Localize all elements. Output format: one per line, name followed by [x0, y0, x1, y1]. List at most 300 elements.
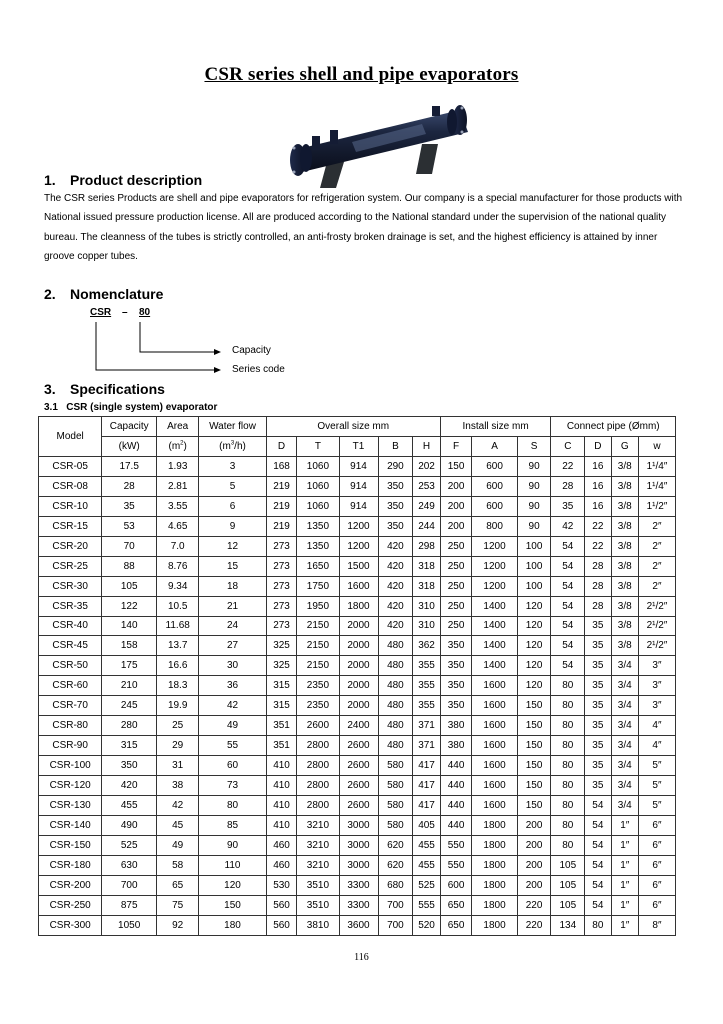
table-cell: 3510 — [297, 895, 339, 915]
table-cell: 6″ — [638, 895, 675, 915]
header-S: S — [517, 437, 551, 457]
table-cell: 3210 — [297, 855, 339, 875]
table-row — [39, 536, 676, 556]
table-cell: 460 — [266, 855, 297, 875]
table-cell: 110 — [199, 855, 266, 875]
model-cell: CSR-180 — [39, 855, 102, 875]
table-cell: 3210 — [297, 815, 339, 835]
table-cell: 8.76 — [157, 556, 199, 576]
table-cell: 53 — [102, 516, 157, 536]
header-connect-pipe: Connect pipe (Ømm) — [551, 417, 676, 437]
table-cell: 80 — [551, 756, 585, 776]
table-cell: 2150 — [297, 656, 339, 676]
table-cell: 2600 — [339, 756, 378, 776]
table-cell: 3/4 — [611, 736, 638, 756]
table-cell: 22 — [585, 536, 611, 556]
header-model: Model — [39, 417, 102, 457]
model-cell: CSR-140 — [39, 815, 102, 835]
table-cell: 371 — [413, 716, 440, 736]
table-cell: 54 — [551, 596, 585, 616]
table-cell: 4″ — [638, 716, 675, 736]
table-cell: 3/8 — [611, 496, 638, 516]
table-cell: 362 — [413, 636, 440, 656]
table-row — [39, 596, 676, 616]
table-cell: 9.34 — [157, 576, 199, 596]
table-cell: 550 — [440, 835, 472, 855]
table-cell: 200 — [517, 815, 551, 835]
table-cell: 7.0 — [157, 536, 199, 556]
table-cell: 42 — [199, 696, 266, 716]
table-cell: 120 — [517, 676, 551, 696]
table-cell: 245 — [102, 696, 157, 716]
table-cell: 54 — [585, 875, 611, 895]
table-cell: 120 — [199, 875, 266, 895]
table-cell: 3/8 — [611, 636, 638, 656]
table-row — [39, 696, 676, 716]
table-cell: 2000 — [339, 636, 378, 656]
table-cell: 350 — [440, 696, 472, 716]
table-cell: 219 — [266, 476, 297, 496]
table-cell: 3300 — [339, 895, 378, 915]
table-cell: 2″ — [638, 516, 675, 536]
table-cell: 3″ — [638, 676, 675, 696]
table-cell: 35 — [585, 636, 611, 656]
table-cell: 417 — [413, 795, 440, 815]
table-cell: 38 — [157, 776, 199, 796]
table-cell: 2800 — [297, 756, 339, 776]
table-cell: 680 — [378, 875, 413, 895]
table-cell: 298 — [413, 536, 440, 556]
header-A: A — [472, 437, 517, 457]
table-cell: 490 — [102, 815, 157, 835]
table-cell: 120 — [517, 656, 551, 676]
table-cell: 80 — [551, 776, 585, 796]
table-cell: 420 — [102, 776, 157, 796]
table-cell: 580 — [378, 756, 413, 776]
table-cell: 35 — [585, 676, 611, 696]
table-cell: 310 — [413, 616, 440, 636]
table-cell: 351 — [266, 736, 297, 756]
table-cell: 1650 — [297, 556, 339, 576]
table-cell: 350 — [102, 756, 157, 776]
table-cell: 22 — [585, 516, 611, 536]
table-cell: 2350 — [297, 696, 339, 716]
table-cell: 3/8 — [611, 476, 638, 496]
table-cell: 92 — [157, 915, 199, 935]
table-cell: 875 — [102, 895, 157, 915]
table-cell: 1600 — [472, 795, 517, 815]
table-cell: 150 — [517, 736, 551, 756]
table-cell: 1600 — [472, 776, 517, 796]
table-cell: 1400 — [472, 616, 517, 636]
nomenclature-series-code: CSR — [90, 307, 112, 318]
table-cell: 455 — [102, 795, 157, 815]
model-cell: CSR-120 — [39, 776, 102, 796]
table-cell: 17.5 — [102, 457, 157, 477]
table-cell: 1″ — [611, 875, 638, 895]
table-cell: 700 — [102, 875, 157, 895]
model-cell: CSR-50 — [39, 656, 102, 676]
table-cell: 28 — [551, 476, 585, 496]
table-cell: 650 — [440, 895, 472, 915]
table-cell: 1060 — [297, 457, 339, 477]
table-cell: 650 — [440, 915, 472, 935]
table-row — [39, 496, 676, 516]
header-H: H — [413, 437, 440, 457]
table-cell: 200 — [517, 855, 551, 875]
table-cell: 28 — [102, 476, 157, 496]
table-cell: 3210 — [297, 835, 339, 855]
table-cell: 2600 — [339, 776, 378, 796]
table-cell: 49 — [199, 716, 266, 736]
table-cell: 580 — [378, 815, 413, 835]
table-cell: 3000 — [339, 835, 378, 855]
table-cell: 10.5 — [157, 596, 199, 616]
table-cell: 1800 — [472, 915, 517, 935]
specifications-table-body — [39, 457, 676, 936]
table-cell: 1600 — [472, 736, 517, 756]
table-cell: 700 — [378, 895, 413, 915]
table-cell: 1060 — [297, 496, 339, 516]
table-cell: 28 — [585, 556, 611, 576]
table-cell: 420 — [378, 556, 413, 576]
model-cell: CSR-40 — [39, 616, 102, 636]
table-cell: 3510 — [297, 875, 339, 895]
table-cell: 35 — [102, 496, 157, 516]
table-cell: 914 — [339, 457, 378, 477]
table-row — [39, 576, 676, 596]
table-cell: 417 — [413, 776, 440, 796]
table-cell: 525 — [413, 875, 440, 895]
model-cell: CSR-80 — [39, 716, 102, 736]
table-cell: 1¹/4″ — [638, 457, 675, 477]
table-cell: 1¹/4″ — [638, 476, 675, 496]
table-cell: 105 — [102, 576, 157, 596]
table-cell: 350 — [378, 496, 413, 516]
table-cell: 2800 — [297, 795, 339, 815]
table-cell: 158 — [102, 636, 157, 656]
table-cell: 1350 — [297, 536, 339, 556]
table-cell: 21 — [199, 596, 266, 616]
table-cell: 318 — [413, 576, 440, 596]
table-cell: 3″ — [638, 656, 675, 676]
table-cell: 420 — [378, 576, 413, 596]
table-cell: 410 — [266, 795, 297, 815]
model-cell: CSR-15 — [39, 516, 102, 536]
nomenclature-capacity-code: 80 — [139, 307, 151, 318]
table-cell: 310 — [413, 596, 440, 616]
table-cell: 2¹/2″ — [638, 616, 675, 636]
table-cell: 3″ — [638, 696, 675, 716]
model-cell: CSR-70 — [39, 696, 102, 716]
table-cell: 1800 — [339, 596, 378, 616]
table-cell: 315 — [266, 676, 297, 696]
table-cell: 8″ — [638, 915, 675, 935]
table-cell: 420 — [378, 596, 413, 616]
table-row — [39, 656, 676, 676]
section-heading-specifications: 3. Specifications — [44, 381, 165, 397]
table-row — [39, 776, 676, 796]
table-cell: 620 — [378, 855, 413, 875]
model-cell: CSR-150 — [39, 835, 102, 855]
table-cell: 2150 — [297, 636, 339, 656]
table-row — [39, 736, 676, 756]
table-cell: 380 — [440, 716, 472, 736]
table-cell: 3000 — [339, 855, 378, 875]
header-G: G — [611, 437, 638, 457]
table-cell: 13.7 — [157, 636, 199, 656]
table-cell: 2600 — [339, 736, 378, 756]
table-cell: 54 — [585, 815, 611, 835]
table-cell: 1750 — [297, 576, 339, 596]
table-cell: 150 — [517, 776, 551, 796]
table-cell: 350 — [440, 656, 472, 676]
table-cell: 75 — [157, 895, 199, 915]
table-cell: 35 — [585, 736, 611, 756]
table-cell: 1800 — [472, 835, 517, 855]
table-cell: 555 — [413, 895, 440, 915]
table-cell: 24 — [199, 616, 266, 636]
table-cell: 253 — [413, 476, 440, 496]
table-cell: 290 — [378, 457, 413, 477]
table-cell: 800 — [472, 516, 517, 536]
table-cell: 1200 — [339, 516, 378, 536]
table-cell: 2¹/2″ — [638, 636, 675, 656]
table-row — [39, 516, 676, 536]
header-D-pipe: D — [585, 437, 611, 457]
table-cell: 600 — [472, 476, 517, 496]
model-cell: CSR-60 — [39, 676, 102, 696]
table-cell: 5″ — [638, 776, 675, 796]
table-cell: 18.3 — [157, 676, 199, 696]
table-cell: 100 — [517, 536, 551, 556]
table-cell: 1600 — [472, 756, 517, 776]
table-cell: 220 — [517, 915, 551, 935]
table-cell: 1″ — [611, 835, 638, 855]
table-cell: 2350 — [297, 676, 339, 696]
table-cell: 1400 — [472, 636, 517, 656]
table-cell: 1200 — [472, 536, 517, 556]
table-cell: 25 — [157, 716, 199, 736]
table-cell: 440 — [440, 815, 472, 835]
subsection-title: 3.1 CSR (single system) evaporator — [44, 402, 218, 413]
table-cell: 90 — [517, 476, 551, 496]
model-cell: CSR-30 — [39, 576, 102, 596]
table-cell: 35 — [585, 656, 611, 676]
table-cell: 1200 — [339, 536, 378, 556]
table-cell: 54 — [551, 536, 585, 556]
table-cell: 5″ — [638, 795, 675, 815]
table-cell: 325 — [266, 636, 297, 656]
table-cell: 35 — [585, 696, 611, 716]
table-cell: 54 — [585, 835, 611, 855]
table-cell: 150 — [517, 795, 551, 815]
page-title: CSR series shell and pipe evaporators — [204, 64, 519, 85]
table-cell: 273 — [266, 596, 297, 616]
table-cell: 1060 — [297, 476, 339, 496]
model-cell: CSR-08 — [39, 476, 102, 496]
table-cell: 22 — [551, 457, 585, 477]
table-cell: 219 — [266, 516, 297, 536]
table-cell: 36 — [199, 676, 266, 696]
table-row — [39, 895, 676, 915]
table-cell: 80 — [551, 716, 585, 736]
table-cell: 2000 — [339, 616, 378, 636]
table-cell: 45 — [157, 815, 199, 835]
table-cell: 35 — [585, 756, 611, 776]
table-cell: 168 — [266, 457, 297, 477]
table-row — [39, 457, 676, 477]
header-C: C — [551, 437, 585, 457]
table-cell: 1600 — [472, 716, 517, 736]
model-cell: CSR-130 — [39, 795, 102, 815]
table-row — [39, 556, 676, 576]
table-cell: 273 — [266, 576, 297, 596]
table-cell: 1200 — [472, 556, 517, 576]
table-cell: 100 — [517, 556, 551, 576]
table-cell: 250 — [440, 536, 472, 556]
table-cell: 140 — [102, 616, 157, 636]
table-cell: 318 — [413, 556, 440, 576]
table-cell: 1050 — [102, 915, 157, 935]
table-cell: 1600 — [472, 676, 517, 696]
header-area: Area — [157, 417, 199, 437]
table-row — [39, 636, 676, 656]
table-cell: 1600 — [339, 576, 378, 596]
table-cell: 120 — [517, 596, 551, 616]
table-cell: 350 — [440, 636, 472, 656]
table-row — [39, 815, 676, 835]
table-cell: 85 — [199, 815, 266, 835]
table-row — [39, 716, 676, 736]
table-cell: 49 — [157, 835, 199, 855]
table-cell: 4.65 — [157, 516, 199, 536]
table-cell: 480 — [378, 716, 413, 736]
header-water-flow: Water flow — [199, 417, 266, 437]
table-cell: 280 — [102, 716, 157, 736]
table-cell: 90 — [199, 835, 266, 855]
table-cell: 244 — [413, 516, 440, 536]
table-cell: 219 — [266, 496, 297, 516]
table-cell: 600 — [440, 875, 472, 895]
table-cell: 600 — [472, 457, 517, 477]
table-cell: 440 — [440, 776, 472, 796]
table-cell: 3/8 — [611, 516, 638, 536]
table-row — [39, 676, 676, 696]
table-cell: 3/8 — [611, 536, 638, 556]
table-row — [39, 855, 676, 875]
model-cell: CSR-25 — [39, 556, 102, 576]
table-cell: 325 — [266, 656, 297, 676]
table-cell: 1800 — [472, 895, 517, 915]
table-cell: 58 — [157, 855, 199, 875]
table-cell: 480 — [378, 636, 413, 656]
table-cell: 9 — [199, 516, 266, 536]
header-T1: T1 — [339, 437, 378, 457]
section-heading-nomenclature: 2. Nomenclature — [44, 286, 164, 302]
model-cell: CSR-20 — [39, 536, 102, 556]
table-cell: 200 — [440, 496, 472, 516]
table-cell: 355 — [413, 676, 440, 696]
table-cell: 1800 — [472, 855, 517, 875]
table-cell: 410 — [266, 776, 297, 796]
table-cell: 3/4 — [611, 716, 638, 736]
model-cell: CSR-300 — [39, 915, 102, 935]
table-cell: 417 — [413, 756, 440, 776]
table-cell: 3600 — [339, 915, 378, 935]
table-cell: 90 — [517, 457, 551, 477]
nomenclature-series-label: Series code — [232, 364, 285, 375]
table-cell: 15 — [199, 556, 266, 576]
table-cell: 122 — [102, 596, 157, 616]
table-cell: 220 — [517, 895, 551, 915]
table-cell: 1500 — [339, 556, 378, 576]
table-cell: 420 — [378, 616, 413, 636]
table-cell: 6″ — [638, 815, 675, 835]
table-cell: 273 — [266, 616, 297, 636]
table-cell: 249 — [413, 496, 440, 516]
table-cell: 120 — [517, 616, 551, 636]
header-D: D — [266, 437, 297, 457]
table-cell: 1800 — [472, 815, 517, 835]
table-cell: 315 — [266, 696, 297, 716]
header-capacity: Capacity — [102, 417, 157, 437]
table-cell: 350 — [440, 676, 472, 696]
table-cell: 380 — [440, 736, 472, 756]
table-cell: 80 — [199, 795, 266, 815]
table-cell: 2″ — [638, 556, 675, 576]
table-cell: 1″ — [611, 895, 638, 915]
table-cell: 355 — [413, 656, 440, 676]
table-cell: 914 — [339, 496, 378, 516]
table-cell: 16 — [585, 457, 611, 477]
table-cell: 31 — [157, 756, 199, 776]
table-cell: 410 — [266, 756, 297, 776]
product-description-text: The CSR series Products are shell and pipe evaporators for refrigeration system. Our company is a special manufacturer for those products with National issued pressure production license. All are produced according to the National standard under the supervision of the national quality bureau. The cleanness of the tubes is strictly controlled, an anti-frosty broken drainage is set, and the highest efficiency is attained by inner groove copper tubes. — [44, 193, 683, 262]
table-cell: 3/4 — [611, 776, 638, 796]
table-cell: 4″ — [638, 736, 675, 756]
table-cell: 3/4 — [611, 795, 638, 815]
table-cell: 580 — [378, 776, 413, 796]
table-cell: 88 — [102, 556, 157, 576]
table-cell: 3/8 — [611, 457, 638, 477]
table-cell: 2000 — [339, 676, 378, 696]
table-cell: 3/8 — [611, 596, 638, 616]
table-cell: 35 — [551, 496, 585, 516]
table-cell: 480 — [378, 676, 413, 696]
table-cell: 5″ — [638, 756, 675, 776]
table-cell: 1400 — [472, 596, 517, 616]
table-cell: 54 — [585, 795, 611, 815]
table-cell: 100 — [517, 576, 551, 596]
table-cell: 28 — [585, 596, 611, 616]
table-cell: 1950 — [297, 596, 339, 616]
table-cell: 1800 — [472, 875, 517, 895]
table-cell: 420 — [378, 536, 413, 556]
table-cell: 700 — [378, 915, 413, 935]
table-cell: 6″ — [638, 855, 675, 875]
section-heading-product-description: 1. Product description — [44, 172, 203, 188]
table-cell: 175 — [102, 656, 157, 676]
table-cell: 134 — [551, 915, 585, 935]
table-cell: 150 — [517, 696, 551, 716]
table-cell: 440 — [440, 756, 472, 776]
table-cell: 12 — [199, 536, 266, 556]
table-row — [39, 476, 676, 496]
table-cell: 2¹/2″ — [638, 596, 675, 616]
table-cell: 54 — [585, 895, 611, 915]
table-cell: 560 — [266, 915, 297, 935]
